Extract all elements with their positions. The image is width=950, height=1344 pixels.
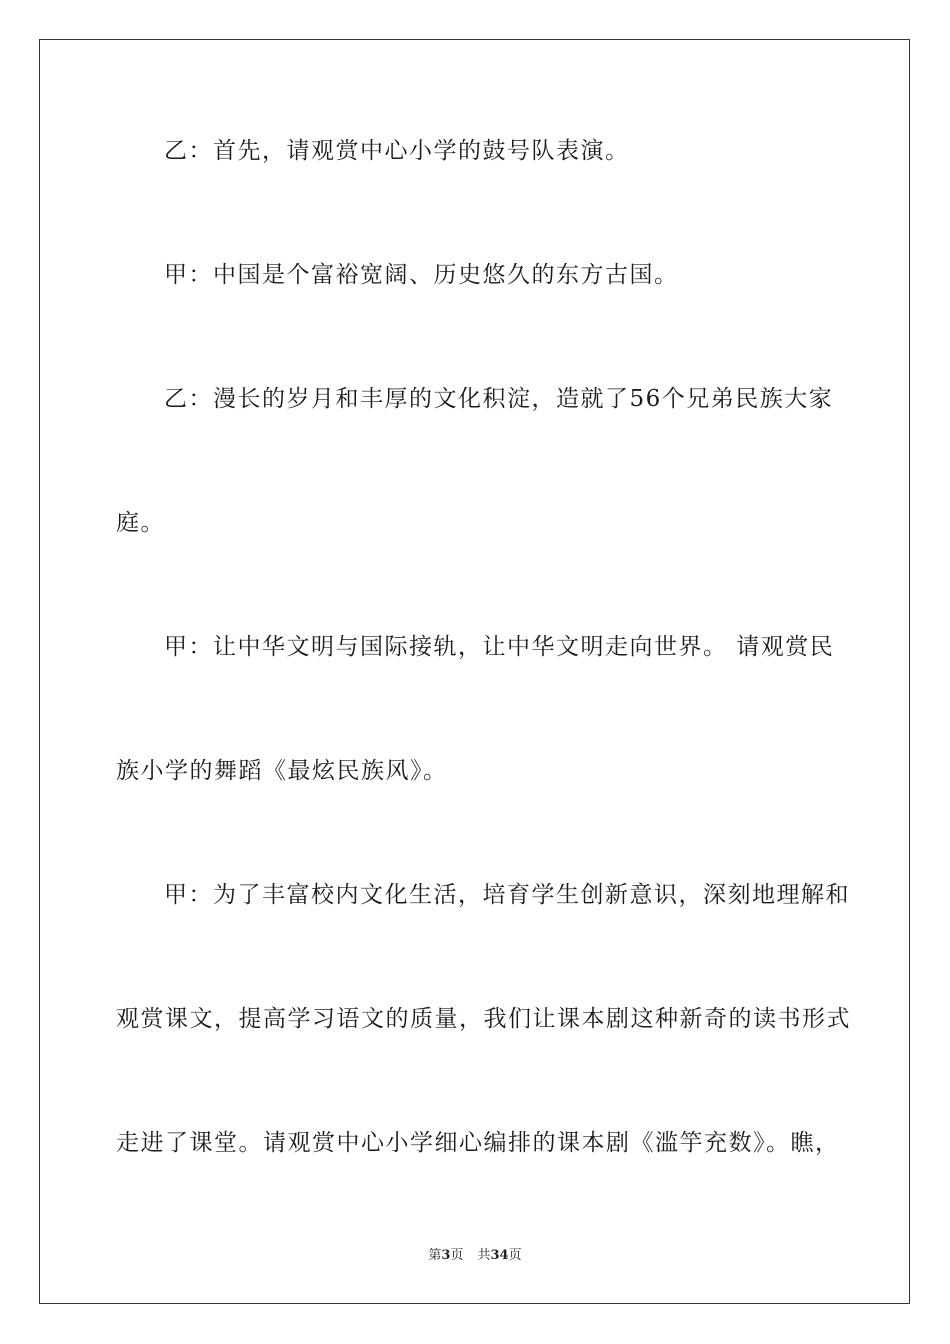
paragraph-line: 乙：首先，请观赏中心小学的鼓号队表演。 bbox=[164, 138, 630, 164]
total-pages: 34 bbox=[490, 1248, 509, 1263]
paragraph-line: 走进了课堂。请观赏中心小学细心编排的课本剧《滥竽充数》。瞧， bbox=[116, 1130, 840, 1156]
total-suffix: 页 bbox=[508, 1248, 522, 1263]
paragraph-line: 庭。 bbox=[116, 510, 165, 536]
total-prefix: 共 bbox=[477, 1248, 491, 1263]
paragraph-line: 观赏课文，提高学习语文的质量，我们让课本剧这种新奇的读书形式 bbox=[116, 1006, 851, 1032]
paragraph-line: 甲：中国是个富裕宽阔、历史悠久的东方古国。 bbox=[164, 262, 679, 288]
paragraph-line: 族小学的舞蹈《最炫民族风》。 bbox=[116, 758, 448, 784]
paragraph-line: 甲：让中华文明与国际接轨，让中华文明走向世界。 请观赏民 bbox=[164, 634, 835, 660]
page-number: 3 bbox=[441, 1248, 451, 1263]
page-footer bbox=[0, 1247, 950, 1265]
page-suffix: 页 bbox=[450, 1248, 464, 1263]
paragraph-line: 甲：为了丰富校内文化生活，培育学生创新意识，深刻地理解和 bbox=[164, 882, 850, 908]
page-prefix: 第 bbox=[428, 1248, 442, 1263]
paragraph-line: 乙：漫长的岁月和丰厚的文化积淀，造就了56个兄弟民族大家 bbox=[164, 386, 834, 412]
page-frame bbox=[39, 39, 910, 1304]
